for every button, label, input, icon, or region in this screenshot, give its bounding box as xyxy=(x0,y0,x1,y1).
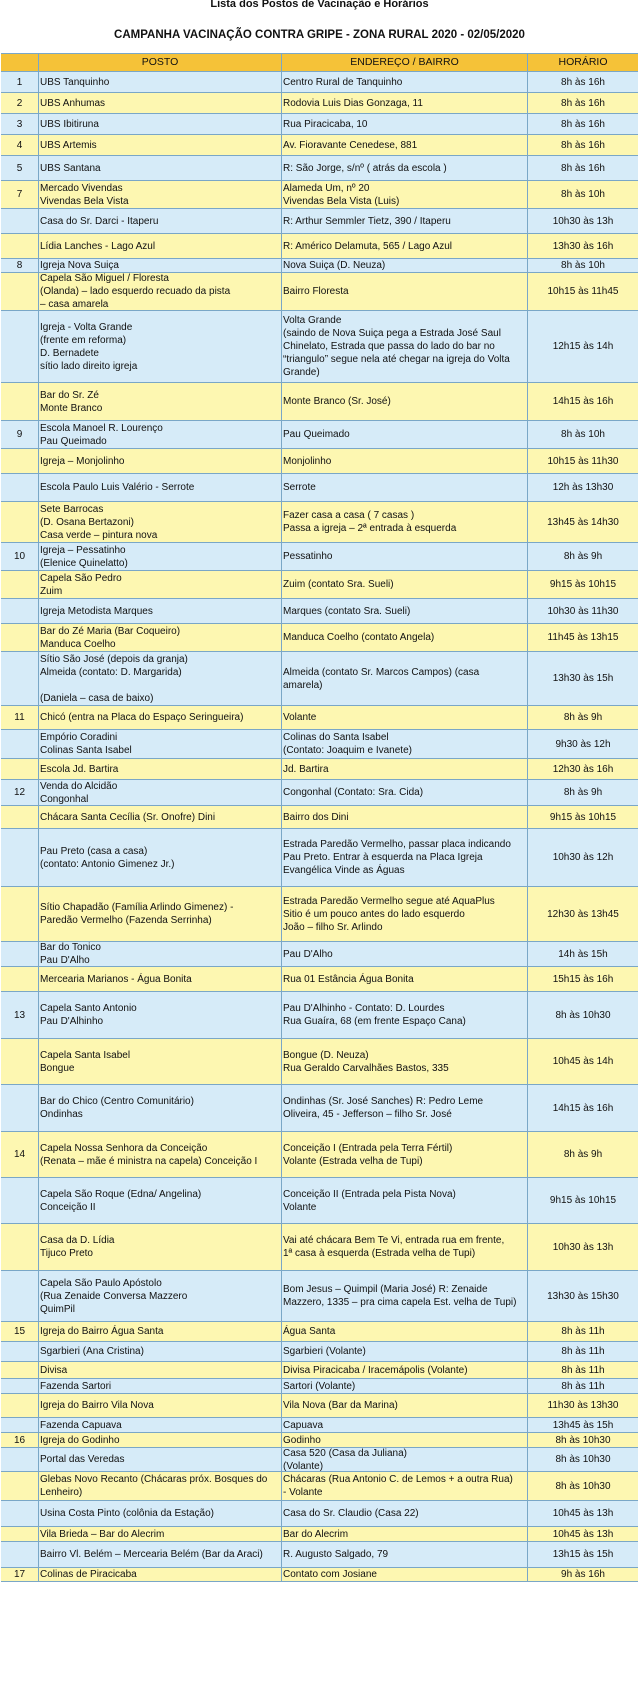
row-endereco: Bom Jesus – Quimpil (Maria José) R: Zenaide Mazzero, 1335 – pra cima capela Est. velha de Tupi) xyxy=(282,1271,528,1321)
table-row xyxy=(1,1224,638,1271)
row-posto: Vila Brieda – Bar do Alecrim xyxy=(39,1527,282,1541)
table-row xyxy=(1,474,638,502)
row-posto: Bairro Vl. Belém – Mercearia Belém (Bar da Araci) xyxy=(39,1542,282,1567)
row-posto: Sítio São José (depois da granja) Almeida (contato: D. Margarida) (Daniela – casa de baixo) xyxy=(39,652,282,705)
row-horario: 9h às 16h xyxy=(561,1569,605,1580)
row-horario: 9h15 às 10h15 xyxy=(549,579,617,590)
row-number: 13 xyxy=(1,992,39,1038)
row-endereco: Casa 520 (Casa da Juliana) (Volante) xyxy=(282,1448,528,1471)
table-row xyxy=(1,135,638,156)
row-horario: 8h às 16h xyxy=(561,76,605,88)
row-number xyxy=(1,449,39,473)
row-endereco: Conceição I (Entrada pela Terra Fértil) Volante (Estrada velha de Tupi) xyxy=(282,1132,528,1177)
row-number xyxy=(1,1379,39,1393)
document-subtitle: CAMPANHA VACINAÇÃO CONTRA GRIPE - ZONA RURAL 2020 - 02/05/2020 xyxy=(114,29,525,41)
row-endereco: Vai até chácara Bem Te Vi, entrada rua em frente, 1ª casa à esquerda (Estrada velha de Tupi) xyxy=(282,1224,528,1270)
row-horario: 12h15 às 14h xyxy=(552,341,614,352)
table-row xyxy=(1,1039,638,1085)
table-row xyxy=(1,1132,638,1178)
row-number xyxy=(1,1085,39,1131)
row-posto: UBS Anhumas xyxy=(39,93,282,113)
table-row xyxy=(1,967,638,992)
row-number xyxy=(1,1472,39,1500)
row-posto: UBS Artemis xyxy=(39,135,282,155)
table-row xyxy=(1,234,638,259)
row-posto: Empório Coradini Colinas Santa Isabel xyxy=(39,730,282,758)
row-endereco: Pau D'Alho xyxy=(282,942,528,966)
row-horario: 8h às 11h xyxy=(561,1380,605,1392)
table-row xyxy=(1,624,638,652)
row-horario: 15h15 às 16h xyxy=(552,973,614,985)
row-horario: 8h às 10h xyxy=(561,260,605,271)
row-horario: 8h às 11h xyxy=(561,1326,605,1337)
row-number: 7 xyxy=(1,181,39,208)
table-row xyxy=(1,1542,638,1568)
row-posto: Capela São Pedro Zuim xyxy=(39,571,282,598)
row-horario: 13h30 às 15h30 xyxy=(547,1290,619,1302)
row-horario: 10h45 às 13h xyxy=(552,1528,614,1540)
document-title: Lista dos Postos de Vacinação e Horários xyxy=(210,0,429,10)
row-number: 5 xyxy=(1,156,39,180)
row-horario: 13h15 às 15h xyxy=(552,1549,614,1560)
table-row xyxy=(1,449,638,474)
row-posto: Igreja Nova Suiça xyxy=(39,259,282,272)
row-endereco: Monte Branco (Sr. José) xyxy=(282,383,528,420)
row-horario: 11h45 às 13h15 xyxy=(547,632,619,643)
table-row xyxy=(1,93,638,114)
row-posto: Igreja – Pessatinho (Elenice Quinelatto) xyxy=(39,543,282,570)
row-number xyxy=(1,1039,39,1084)
row-horario: 14h15 às 16h xyxy=(552,1102,614,1114)
row-horario: 10h45 às 14h xyxy=(552,1056,614,1067)
row-endereco: Monjolinho xyxy=(282,449,528,473)
table-row xyxy=(1,1394,638,1418)
row-endereco: R. Augusto Salgado, 79 xyxy=(282,1542,528,1567)
row-number xyxy=(1,942,39,966)
row-horario: 8h às 10h30 xyxy=(555,1434,611,1446)
row-horario: 12h30 às 13h45 xyxy=(547,908,619,920)
table-row xyxy=(1,652,638,706)
row-posto: Sete Barrocas (D. Osana Bertazoni) Casa verde – pintura nova xyxy=(39,502,282,542)
row-posto: Bar do Zé Maria (Bar Coqueiro) Manduca Coelho xyxy=(39,624,282,651)
row-posto: Fazenda Sartori xyxy=(39,1379,282,1393)
row-endereco: Centro Rural de Tanquinho xyxy=(282,72,528,92)
row-endereco: Fazer casa a casa ( 7 casas ) Passa a igreja – 2ª entrada à esquerda xyxy=(282,502,528,542)
row-endereco: Pau D'Alhinho - Contato: D. Lourdes Rua Guaíra, 68 (em frente Espaço Cana) xyxy=(282,992,528,1038)
table-row xyxy=(1,1178,638,1224)
row-posto: Sgarbieri (Ana Cristina) xyxy=(39,1342,282,1361)
row-endereco: Bairro Floresta xyxy=(282,273,528,310)
row-number xyxy=(1,311,39,382)
row-horario: 10h30 às 13h xyxy=(552,1241,614,1253)
row-posto: Lídia Lanches - Lago Azul xyxy=(39,234,282,258)
row-number: 1 xyxy=(1,72,39,92)
row-horario: 9h15 às 10h15 xyxy=(549,1195,617,1206)
table-row xyxy=(1,942,638,967)
row-number xyxy=(1,1342,39,1361)
row-endereco: Zuim (contato Sra. Sueli) xyxy=(282,571,528,598)
row-horario: 8h às 10h30 xyxy=(555,1009,611,1021)
row-posto: Casa do Sr. Darci - Itaperu xyxy=(39,209,282,233)
row-horario: 8h às 9h xyxy=(563,551,603,562)
row-number xyxy=(1,599,39,623)
row-number: 17 xyxy=(1,1568,39,1581)
row-endereco: Serrote xyxy=(282,474,528,501)
header-horario: HORÁRIO xyxy=(558,56,608,68)
row-posto: UBS Tanquinho xyxy=(39,72,282,92)
row-posto: Escola Paulo Luis Valério - Serrote xyxy=(39,474,282,501)
row-posto: UBS Santana xyxy=(39,156,282,180)
row-endereco: Manduca Coelho (contato Angela) xyxy=(282,624,528,651)
row-endereco: Sgarbieri (Volante) xyxy=(282,1342,528,1361)
row-number xyxy=(1,234,39,258)
table-row xyxy=(1,1448,638,1472)
table-row xyxy=(1,1342,638,1362)
row-number xyxy=(1,759,39,779)
row-horario: 8h às 16h xyxy=(561,97,605,109)
row-number xyxy=(1,887,39,941)
row-horario: 10h15 às 11h30 xyxy=(547,455,619,467)
row-number xyxy=(1,1527,39,1541)
row-number xyxy=(1,829,39,886)
row-endereco: Contato com Josiane xyxy=(282,1568,528,1581)
row-endereco: Alameda Um, nº 20 Vivendas Bela Vista (Luis) xyxy=(282,181,528,208)
row-number xyxy=(1,209,39,233)
row-number xyxy=(1,1224,39,1270)
row-posto: Igreja do Godinho xyxy=(39,1433,282,1447)
row-number: 8 xyxy=(1,259,39,272)
table-row xyxy=(1,1527,638,1542)
row-endereco: Volta Grande (saindo de Nova Suiça pega a Estrada José Saul Chinelato, Estrada que passa do lado do bar no “triangulo” segue nela até chegar na igreja do Volta Grande) xyxy=(282,311,528,382)
table-row xyxy=(1,1418,638,1433)
row-horario: 8h às 10h30 xyxy=(555,1480,611,1492)
row-horario: 12h às 13h30 xyxy=(552,482,614,493)
row-posto: Igreja do Bairro Água Santa xyxy=(39,1322,282,1341)
row-posto: Igreja Metodista Marques xyxy=(39,599,282,623)
row-horario: 8h às 16h xyxy=(561,139,605,151)
table-row xyxy=(1,1501,638,1527)
row-endereco: Jd. Bartira xyxy=(282,759,528,779)
row-endereco: Água Santa xyxy=(282,1322,528,1341)
row-number xyxy=(1,730,39,758)
row-endereco: Volante xyxy=(282,706,528,729)
table-row xyxy=(1,1433,638,1448)
row-endereco: R: São Jorge, s/nº ( atrás da escola ) xyxy=(282,156,528,180)
row-horario: 8h às 9h xyxy=(563,712,603,723)
table-row xyxy=(1,209,638,234)
row-posto: Mercearia Marianos - Água Bonita xyxy=(39,967,282,991)
row-horario: 9h30 às 12h xyxy=(555,738,611,750)
row-posto: Capela São Paulo Apóstolo (Rua Zenaide Conversa Mazzero QuimPil xyxy=(39,1271,282,1321)
row-endereco: Nova Suiça (D. Neuza) xyxy=(282,259,528,272)
row-posto: Usina Costa Pinto (colônia da Estação) xyxy=(39,1501,282,1526)
row-number: 9 xyxy=(1,421,39,448)
row-endereco: Av. Fioravante Cenedese, 881 xyxy=(282,135,528,155)
row-posto: UBS Ibitiruna xyxy=(39,114,282,134)
row-horario: 10h45 às 13h xyxy=(552,1508,614,1519)
row-posto: Igreja – Monjolinho xyxy=(39,449,282,473)
table-header-row xyxy=(1,54,638,72)
row-posto: Mercado Vivendas Vivendas Bela Vista xyxy=(39,181,282,208)
row-posto: Capela Santa Isabel Bongue xyxy=(39,1039,282,1084)
row-posto: Glebas Novo Recanto (Chácaras próx. Bosques do Lenheiro) xyxy=(39,1472,282,1500)
row-posto: Venda do Alcidão Congonhal xyxy=(39,780,282,805)
row-horario: 13h45 às 15h xyxy=(552,1419,614,1431)
row-endereco: Bairro dos Dini xyxy=(282,806,528,828)
row-endereco: R: Américo Delamuta, 565 / Lago Azul xyxy=(282,234,528,258)
row-number xyxy=(1,1271,39,1321)
row-horario: 11h30 às 13h30 xyxy=(547,1400,619,1411)
row-number: 3 xyxy=(1,114,39,134)
row-posto: Divisa xyxy=(39,1362,282,1378)
row-endereco: Bongue (D. Neuza) Rua Geraldo Carvalhães Bastos, 335 xyxy=(282,1039,528,1084)
row-number: 4 xyxy=(1,135,39,155)
table-row xyxy=(1,156,638,181)
row-horario: 14h às 15h xyxy=(558,948,608,960)
table-row xyxy=(1,543,638,571)
row-endereco: Capuava xyxy=(282,1418,528,1432)
row-posto: Bar do Chico (Centro Comunitário) Ondinhas xyxy=(39,1085,282,1131)
row-endereco: Marques (contato Sra. Sueli) xyxy=(282,599,528,623)
row-posto: Capela São Miguel / Floresta (Olanda) – lado esquerdo recuado da pista – casa amarela xyxy=(39,273,282,310)
table-row xyxy=(1,181,638,209)
row-number xyxy=(1,652,39,705)
row-endereco: Almeida (contato Sr. Marcos Campos) (casa amarela) xyxy=(282,652,528,705)
row-endereco: Pau Queimado xyxy=(282,421,528,448)
row-horario: 10h30 às 11h30 xyxy=(547,605,619,617)
document-header xyxy=(0,0,639,40)
row-posto: Bar do Sr. Zé Monte Branco xyxy=(39,383,282,420)
row-posto: Igreja do Bairro Vila Nova xyxy=(39,1394,282,1417)
table-row xyxy=(1,829,638,887)
row-posto: Sítio Chapadão (Família Arlindo Gimenez) - Paredão Vermelho (Fazenda Serrinha) xyxy=(39,887,282,941)
row-number xyxy=(1,383,39,420)
table-row xyxy=(1,259,638,273)
row-number xyxy=(1,1542,39,1567)
row-endereco: Pessatinho xyxy=(282,543,528,570)
row-horario: 10h15 às 11h45 xyxy=(547,286,619,297)
table-row xyxy=(1,273,638,311)
table-row xyxy=(1,992,638,1039)
row-endereco: R: Arthur Semmler Tietz, 390 / Itaperu xyxy=(282,209,528,233)
row-number xyxy=(1,502,39,542)
row-posto: Escola Jd. Bartira xyxy=(39,759,282,779)
row-endereco: Conceição II (Entrada pela Pista Nova) Volante xyxy=(282,1178,528,1223)
row-endereco: Rua Piracicaba, 10 xyxy=(282,114,528,134)
table-row xyxy=(1,1085,638,1132)
row-horario: 8h às 9h xyxy=(563,787,603,798)
table-row xyxy=(1,706,638,730)
row-number xyxy=(1,1448,39,1471)
row-posto: Pau Preto (casa a casa) (contato: Antonio Gimenez Jr.) xyxy=(39,829,282,886)
row-horario: 10h30 às 12h xyxy=(552,852,614,863)
row-endereco: Congonhal (Contato: Sra. Cida) xyxy=(282,780,528,805)
row-horario: 8h às 10h xyxy=(561,189,605,200)
row-horario: 8h às 10h30 xyxy=(555,1454,611,1465)
row-number xyxy=(1,273,39,310)
row-number: 10 xyxy=(1,543,39,570)
table-row xyxy=(1,1472,638,1501)
row-posto: Chicó (entra na Placa do Espaço Seringueira) xyxy=(39,706,282,729)
row-horario: 8h às 11h xyxy=(561,1346,605,1357)
row-posto: Bar do Tonico Pau D'Alho xyxy=(39,942,282,966)
row-number xyxy=(1,1178,39,1223)
table-row xyxy=(1,780,638,806)
header-endereco: ENDEREÇO / BAIRRO xyxy=(282,54,528,71)
row-endereco: Rua 01 Estância Água Bonita xyxy=(282,967,528,991)
row-horario: 8h às 11h xyxy=(561,1364,605,1376)
table-row xyxy=(1,806,638,829)
row-number: 14 xyxy=(1,1132,39,1177)
row-horario: 13h30 às 15h xyxy=(552,673,614,684)
row-horario: 8h às 9h xyxy=(563,1149,603,1160)
row-horario: 14h15 às 16h xyxy=(552,396,614,407)
row-horario: 8h às 16h xyxy=(561,162,605,174)
row-endereco: Chácaras (Rua Antonio C. de Lemos + a outra Rua) - Volante xyxy=(282,1472,528,1500)
row-posto: Capela São Roque (Edna/ Angelina) Conceição II xyxy=(39,1178,282,1223)
schedule-table xyxy=(1,53,638,1582)
table-row xyxy=(1,730,638,759)
row-number: 11 xyxy=(1,706,39,729)
header-posto: POSTO xyxy=(39,54,282,71)
row-number xyxy=(1,967,39,991)
row-endereco: Divisa Piracicaba / Iracemápolis (Volante) xyxy=(282,1362,528,1378)
row-number xyxy=(1,1362,39,1378)
row-posto: Fazenda Capuava xyxy=(39,1418,282,1432)
row-endereco: Estrada Paredão Vermelho, passar placa indicando Pau Preto. Entrar à esquerda na Placa Igreja Evangélica Vinde as Águas xyxy=(282,829,528,886)
row-endereco: Rodovia Luis Dias Gonzaga, 11 xyxy=(282,93,528,113)
table-row xyxy=(1,383,638,421)
table-row xyxy=(1,114,638,135)
row-number: 15 xyxy=(1,1322,39,1341)
row-horario: 8h às 10h xyxy=(561,429,605,440)
table-row xyxy=(1,72,638,93)
table-row xyxy=(1,421,638,449)
row-horario: 8h às 16h xyxy=(561,118,605,130)
row-posto: Capela Santo Antonio Pau D'Alhinho xyxy=(39,992,282,1038)
row-endereco: Sartori (Volante) xyxy=(282,1379,528,1393)
row-posto: Colinas de Piracicaba xyxy=(39,1568,282,1581)
table-row xyxy=(1,1271,638,1322)
row-number xyxy=(1,1418,39,1432)
row-posto: Portal das Veredas xyxy=(39,1448,282,1471)
row-number xyxy=(1,474,39,501)
header-num xyxy=(1,54,39,71)
row-endereco: Bar do Alecrim xyxy=(282,1527,528,1541)
row-posto: Capela Nossa Senhora da Conceição (Renata – mãe é ministra na capela) Conceição I xyxy=(39,1132,282,1177)
row-endereco: Casa do Sr. Claudio (Casa 22) xyxy=(282,1501,528,1526)
table-row xyxy=(1,311,638,383)
row-posto: Escola Manoel R. Lourenço Pau Queimado xyxy=(39,421,282,448)
row-number xyxy=(1,1394,39,1417)
row-posto: Casa da D. Lídia Tijuco Preto xyxy=(39,1224,282,1270)
table-row xyxy=(1,599,638,624)
row-number: 2 xyxy=(1,93,39,113)
row-horario: 9h15 às 10h15 xyxy=(549,811,617,823)
row-endereco: Godinho xyxy=(282,1433,528,1447)
table-row xyxy=(1,887,638,942)
row-number xyxy=(1,624,39,651)
table-row xyxy=(1,759,638,780)
row-number: 12 xyxy=(1,780,39,805)
table-row xyxy=(1,1379,638,1394)
row-endereco: Ondinhas (Sr. José Sanches) R: Pedro Leme Oliveira, 45 - Jefferson – filho Sr. José xyxy=(282,1085,528,1131)
row-horario: 10h30 às 13h xyxy=(552,215,614,227)
row-number xyxy=(1,806,39,828)
row-endereco: Colinas do Santa Isabel (Contato: Joaquim e Ivanete) xyxy=(282,730,528,758)
row-number: 16 xyxy=(1,1433,39,1447)
table-row xyxy=(1,1322,638,1342)
row-endereco: Vila Nova (Bar da Marina) xyxy=(282,1394,528,1417)
row-number xyxy=(1,571,39,598)
row-horario: 13h45 às 14h30 xyxy=(547,516,619,528)
table-row xyxy=(1,1568,638,1582)
row-horario: 13h30 às 16h xyxy=(552,240,614,252)
table-row xyxy=(1,1362,638,1379)
row-number xyxy=(1,1501,39,1526)
row-posto: Igreja - Volta Grande (frente em reforma) D. Bernadete sítio lado direito igreja xyxy=(39,311,282,382)
table-row xyxy=(1,571,638,599)
table-row xyxy=(1,502,638,543)
row-endereco: Estrada Paredão Vermelho segue até AquaPlus Sitio é um pouco antes do lado esquerdo João – filho Sr. Arlindo xyxy=(282,887,528,941)
row-horario: 12h30 às 16h xyxy=(552,763,614,775)
row-posto: Chácara Santa Cecília (Sr. Onofre) Dini xyxy=(39,806,282,828)
